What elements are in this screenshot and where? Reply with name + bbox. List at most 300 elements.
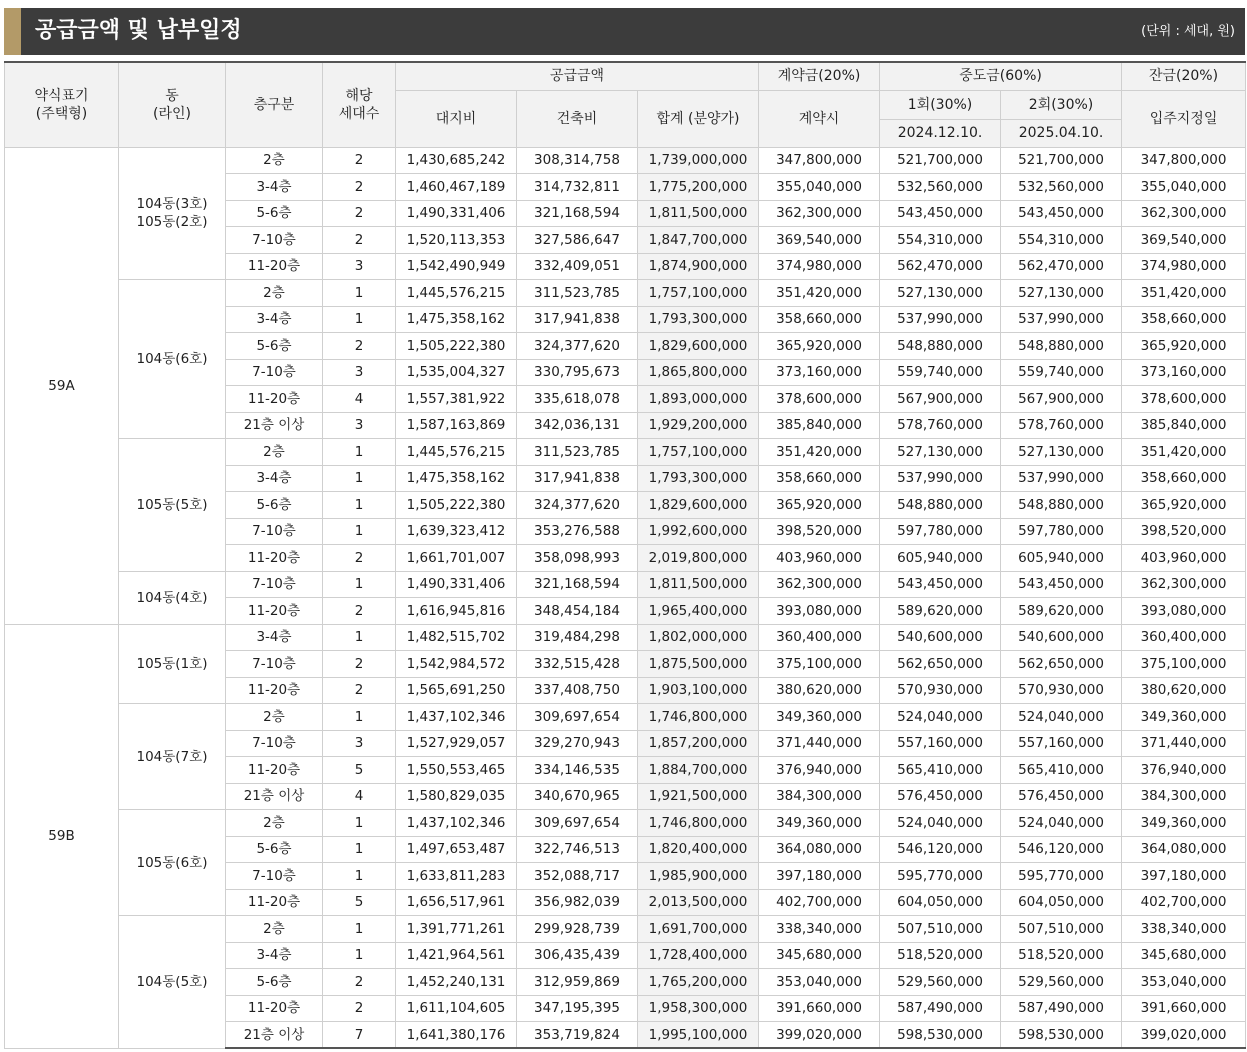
- dong-line: 105동(6호): [136, 854, 208, 871]
- land-cost-cell: 1,490,331,406: [396, 571, 517, 598]
- middle-1-cell: 507,510,000: [880, 916, 1001, 943]
- households-cell: 1: [323, 836, 396, 863]
- total-price-cell: 1,757,100,000: [638, 280, 759, 307]
- households-cell: 1: [323, 571, 396, 598]
- deposit-cell: 362,300,000: [759, 571, 880, 598]
- middle-2-cell: 554,310,000: [1001, 227, 1122, 254]
- land-cost-cell: 1,587,163,869: [396, 412, 517, 439]
- floor-cell: 2층: [226, 439, 323, 466]
- middle-2-cell: 524,040,000: [1001, 704, 1122, 731]
- building-cost-cell: 312,959,869: [517, 969, 638, 996]
- total-price-cell: 2,013,500,000: [638, 889, 759, 916]
- building-cost-cell: 348,454,184: [517, 598, 638, 625]
- dong-line: 105동(2호): [136, 214, 208, 231]
- land-cost-cell: 1,616,945,816: [396, 598, 517, 625]
- building-cost-cell: 324,377,620: [517, 492, 638, 519]
- households-cell: 4: [323, 386, 396, 413]
- middle-2-cell: 557,160,000: [1001, 730, 1122, 757]
- dong-line: 104동(6호): [136, 351, 208, 367]
- floor-cell: 7-10층: [226, 730, 323, 757]
- building-cost-cell: 319,484,298: [517, 624, 638, 651]
- deposit-cell: 376,940,000: [759, 757, 880, 784]
- middle-1-cell: 567,900,000: [880, 386, 1001, 413]
- households-cell: 2: [323, 200, 396, 227]
- table-row: [5, 624, 1246, 651]
- building-cost-cell: 330,795,673: [517, 359, 638, 386]
- balance-cell: 373,160,000: [1122, 359, 1246, 386]
- building-cost-cell: 353,276,588: [517, 518, 638, 545]
- middle-2-cell: 567,900,000: [1001, 386, 1122, 413]
- total-price-cell: 1,875,500,000: [638, 651, 759, 678]
- supply-price-table: [4, 61, 1246, 1049]
- balance-cell: 349,360,000: [1122, 810, 1246, 837]
- dong-cell: [119, 280, 226, 439]
- land-cost-cell: 1,542,490,949: [396, 253, 517, 280]
- middle-1-cell: 540,600,000: [880, 624, 1001, 651]
- middle-2-cell: 548,880,000: [1001, 333, 1122, 360]
- building-cost-cell: 317,941,838: [517, 465, 638, 492]
- deposit-cell: 391,660,000: [759, 995, 880, 1022]
- balance-cell: 362,300,000: [1122, 200, 1246, 227]
- building-cost-cell: 321,168,594: [517, 200, 638, 227]
- deposit-cell: 398,520,000: [759, 518, 880, 545]
- deposit-cell: 378,600,000: [759, 386, 880, 413]
- table-row: [5, 147, 1246, 174]
- deposit-cell: 365,920,000: [759, 492, 880, 519]
- land-cost-cell: 1,430,685,242: [396, 147, 517, 174]
- land-cost-cell: 1,437,102,346: [396, 810, 517, 837]
- land-cost-cell: 1,391,771,261: [396, 916, 517, 943]
- land-cost-cell: 1,445,576,215: [396, 439, 517, 466]
- middle-1-cell: 570,930,000: [880, 677, 1001, 704]
- balance-cell: 355,040,000: [1122, 174, 1246, 201]
- households-cell: 1: [323, 916, 396, 943]
- dong-line: 104동(7호): [136, 748, 208, 765]
- balance-cell: 378,600,000: [1122, 386, 1246, 413]
- land-cost-cell: 1,661,701,007: [396, 545, 517, 572]
- deposit-cell: 345,680,000: [759, 942, 880, 969]
- middle-1-cell: 562,470,000: [880, 253, 1001, 280]
- households-cell: 7: [323, 1022, 396, 1049]
- total-price-cell: 1,865,800,000: [638, 359, 759, 386]
- deposit-cell: 364,080,000: [759, 836, 880, 863]
- dong-cell: [119, 916, 226, 1049]
- households-cell: 5: [323, 757, 396, 784]
- balance-cell: 345,680,000: [1122, 942, 1246, 969]
- middle-2-cell: 537,990,000: [1001, 465, 1122, 492]
- balance-cell: 369,540,000: [1122, 227, 1246, 254]
- header-middle-payment: 중도금(60%): [880, 62, 1122, 90]
- middle-2-cell: 605,940,000: [1001, 545, 1122, 572]
- middle-1-cell: 578,760,000: [880, 412, 1001, 439]
- middle-1-cell: 548,880,000: [880, 492, 1001, 519]
- building-cost-cell: 322,746,513: [517, 836, 638, 863]
- balance-cell: 338,340,000: [1122, 916, 1246, 943]
- header-dong: 동 (라인): [119, 62, 226, 147]
- building-cost-cell: 306,435,439: [517, 942, 638, 969]
- dong-cell: [119, 624, 226, 704]
- header-middle-2: 2회(30%): [1001, 90, 1122, 119]
- dong-line: 105동(5호): [136, 496, 208, 513]
- total-price-cell: 2,019,800,000: [638, 545, 759, 572]
- land-cost-cell: 1,475,358,162: [396, 465, 517, 492]
- unit-type-cell: 59A: [5, 147, 119, 624]
- middle-1-cell: 554,310,000: [880, 227, 1001, 254]
- total-price-cell: 1,746,800,000: [638, 810, 759, 837]
- middle-1-cell: 595,770,000: [880, 863, 1001, 890]
- floor-cell: 2층: [226, 810, 323, 837]
- building-cost-cell: 356,982,039: [517, 889, 638, 916]
- land-cost-cell: 1,445,576,215: [396, 280, 517, 307]
- middle-1-cell: 537,990,000: [880, 306, 1001, 333]
- land-cost-cell: 1,460,467,189: [396, 174, 517, 201]
- building-cost-cell: 329,270,943: [517, 730, 638, 757]
- middle-1-cell: 529,560,000: [880, 969, 1001, 996]
- building-cost-cell: 340,670,965: [517, 783, 638, 810]
- floor-cell: 3-4층: [226, 306, 323, 333]
- header-land-cost: 대지비: [396, 90, 517, 147]
- floor-cell: 2층: [226, 147, 323, 174]
- middle-2-cell: 537,990,000: [1001, 306, 1122, 333]
- land-cost-cell: 1,656,517,961: [396, 889, 517, 916]
- total-price-cell: 1,757,100,000: [638, 439, 759, 466]
- land-cost-cell: 1,535,004,327: [396, 359, 517, 386]
- floor-cell: 11-20층: [226, 889, 323, 916]
- middle-2-cell: 578,760,000: [1001, 412, 1122, 439]
- total-price-cell: 1,811,500,000: [638, 571, 759, 598]
- header-middle-1-date: 2024.12.10.: [880, 119, 1001, 147]
- header-total-price: 합계 (분양가): [638, 90, 759, 147]
- middle-1-cell: 559,740,000: [880, 359, 1001, 386]
- building-cost-cell: 311,523,785: [517, 439, 638, 466]
- households-cell: 3: [323, 412, 396, 439]
- building-cost-cell: 308,314,758: [517, 147, 638, 174]
- total-price-cell: 1,992,600,000: [638, 518, 759, 545]
- middle-1-cell: 604,050,000: [880, 889, 1001, 916]
- total-price-cell: 1,847,700,000: [638, 227, 759, 254]
- middle-2-cell: 529,560,000: [1001, 969, 1122, 996]
- households-cell: 1: [323, 306, 396, 333]
- total-price-cell: 1,793,300,000: [638, 465, 759, 492]
- title-bar: [4, 8, 1245, 55]
- households-cell: 2: [323, 651, 396, 678]
- floor-cell: 11-20층: [226, 995, 323, 1022]
- balance-cell: 365,920,000: [1122, 492, 1246, 519]
- land-cost-cell: 1,580,829,035: [396, 783, 517, 810]
- middle-2-cell: 518,520,000: [1001, 942, 1122, 969]
- households-cell: 1: [323, 863, 396, 890]
- header-type: 약식표기 (주택형): [5, 62, 119, 147]
- floor-cell: 21층 이상: [226, 783, 323, 810]
- deposit-cell: 353,040,000: [759, 969, 880, 996]
- total-price-cell: 1,765,200,000: [638, 969, 759, 996]
- land-cost-cell: 1,490,331,406: [396, 200, 517, 227]
- deposit-cell: 347,800,000: [759, 147, 880, 174]
- deposit-cell: 375,100,000: [759, 651, 880, 678]
- middle-1-cell: 576,450,000: [880, 783, 1001, 810]
- households-cell: 1: [323, 492, 396, 519]
- total-price-cell: 1,739,000,000: [638, 147, 759, 174]
- building-cost-cell: 353,719,824: [517, 1022, 638, 1049]
- building-cost-cell: 332,515,428: [517, 651, 638, 678]
- households-cell: 1: [323, 439, 396, 466]
- dong-line: 105동(1호): [136, 655, 208, 672]
- middle-2-cell: 562,650,000: [1001, 651, 1122, 678]
- middle-2-cell: 570,930,000: [1001, 677, 1122, 704]
- land-cost-cell: 1,482,515,702: [396, 624, 517, 651]
- building-cost-cell: 332,409,051: [517, 253, 638, 280]
- land-cost-cell: 1,421,964,561: [396, 942, 517, 969]
- total-price-cell: 1,829,600,000: [638, 492, 759, 519]
- balance-cell: 358,660,000: [1122, 306, 1246, 333]
- land-cost-cell: 1,505,222,380: [396, 333, 517, 360]
- building-cost-cell: 342,036,131: [517, 412, 638, 439]
- middle-1-cell: 524,040,000: [880, 704, 1001, 731]
- table-row: [5, 810, 1246, 837]
- middle-2-cell: 543,450,000: [1001, 200, 1122, 227]
- header-deposit-when: 계약시: [759, 90, 880, 147]
- middle-1-cell: 518,520,000: [880, 942, 1001, 969]
- total-price-cell: 1,995,100,000: [638, 1022, 759, 1049]
- floor-cell: 11-20층: [226, 386, 323, 413]
- deposit-cell: 362,300,000: [759, 200, 880, 227]
- building-cost-cell: 358,098,993: [517, 545, 638, 572]
- balance-cell: 349,360,000: [1122, 704, 1246, 731]
- floor-cell: 7-10층: [226, 518, 323, 545]
- floor-cell: 11-20층: [226, 598, 323, 625]
- building-cost-cell: 337,408,750: [517, 677, 638, 704]
- middle-1-cell: 557,160,000: [880, 730, 1001, 757]
- total-price-cell: 1,728,400,000: [638, 942, 759, 969]
- building-cost-cell: 314,732,811: [517, 174, 638, 201]
- middle-2-cell: 598,530,000: [1001, 1022, 1122, 1049]
- building-cost-cell: 321,168,594: [517, 571, 638, 598]
- middle-2-cell: 576,450,000: [1001, 783, 1122, 810]
- dong-cell: [119, 439, 226, 572]
- floor-cell: 21층 이상: [226, 412, 323, 439]
- floor-cell: 7-10층: [226, 863, 323, 890]
- deposit-cell: 358,660,000: [759, 306, 880, 333]
- land-cost-cell: 1,639,323,412: [396, 518, 517, 545]
- land-cost-cell: 1,633,811,283: [396, 863, 517, 890]
- total-price-cell: 1,857,200,000: [638, 730, 759, 757]
- table-row: [5, 916, 1246, 943]
- floor-cell: 2층: [226, 280, 323, 307]
- land-cost-cell: 1,520,113,353: [396, 227, 517, 254]
- balance-cell: 384,300,000: [1122, 783, 1246, 810]
- table-row: [5, 280, 1246, 307]
- building-cost-cell: 352,088,717: [517, 863, 638, 890]
- total-price-cell: 1,775,200,000: [638, 174, 759, 201]
- households-cell: 1: [323, 624, 396, 651]
- floor-cell: 3-4층: [226, 174, 323, 201]
- balance-cell: 402,700,000: [1122, 889, 1246, 916]
- building-cost-cell: 334,146,535: [517, 757, 638, 784]
- floor-cell: 21층 이상: [226, 1022, 323, 1049]
- floor-cell: 5-6층: [226, 333, 323, 360]
- total-price-cell: 1,829,600,000: [638, 333, 759, 360]
- balance-cell: 391,660,000: [1122, 995, 1246, 1022]
- balance-cell: 360,400,000: [1122, 624, 1246, 651]
- middle-1-cell: 521,700,000: [880, 147, 1001, 174]
- middle-2-cell: 565,410,000: [1001, 757, 1122, 784]
- deposit-cell: 373,160,000: [759, 359, 880, 386]
- unit-type-cell: 59B: [5, 624, 119, 1048]
- deposit-cell: 351,420,000: [759, 280, 880, 307]
- middle-1-cell: 562,650,000: [880, 651, 1001, 678]
- households-cell: 2: [323, 333, 396, 360]
- households-cell: 3: [323, 730, 396, 757]
- households-cell: 2: [323, 677, 396, 704]
- middle-2-cell: 521,700,000: [1001, 147, 1122, 174]
- middle-1-cell: 532,560,000: [880, 174, 1001, 201]
- deposit-cell: 374,980,000: [759, 253, 880, 280]
- households-cell: 2: [323, 545, 396, 572]
- middle-2-cell: 527,130,000: [1001, 439, 1122, 466]
- balance-cell: 398,520,000: [1122, 518, 1246, 545]
- floor-cell: 3-4층: [226, 465, 323, 492]
- middle-1-cell: 527,130,000: [880, 439, 1001, 466]
- total-price-cell: 1,965,400,000: [638, 598, 759, 625]
- unit-note: (단위 : 세대, 원): [1141, 24, 1235, 39]
- middle-1-cell: 524,040,000: [880, 810, 1001, 837]
- households-cell: 2: [323, 598, 396, 625]
- balance-cell: 399,020,000: [1122, 1022, 1246, 1049]
- balance-cell: 403,960,000: [1122, 545, 1246, 572]
- households-cell: 1: [323, 704, 396, 731]
- building-cost-cell: 299,928,739: [517, 916, 638, 943]
- dong-line: 104동(5호): [136, 973, 208, 990]
- deposit-cell: 349,360,000: [759, 704, 880, 731]
- balance-cell: 393,080,000: [1122, 598, 1246, 625]
- land-cost-cell: 1,565,691,250: [396, 677, 517, 704]
- balance-cell: 397,180,000: [1122, 863, 1246, 890]
- floor-cell: 2층: [226, 916, 323, 943]
- households-cell: 2: [323, 227, 396, 254]
- middle-2-cell: 595,770,000: [1001, 863, 1122, 890]
- middle-2-cell: 562,470,000: [1001, 253, 1122, 280]
- floor-cell: 5-6층: [226, 200, 323, 227]
- middle-1-cell: 597,780,000: [880, 518, 1001, 545]
- land-cost-cell: 1,641,380,176: [396, 1022, 517, 1049]
- households-cell: 2: [323, 174, 396, 201]
- land-cost-cell: 1,505,222,380: [396, 492, 517, 519]
- households-cell: 3: [323, 359, 396, 386]
- middle-2-cell: 604,050,000: [1001, 889, 1122, 916]
- land-cost-cell: 1,452,240,131: [396, 969, 517, 996]
- total-price-cell: 1,820,400,000: [638, 836, 759, 863]
- header-middle-1: 1회(30%): [880, 90, 1001, 119]
- floor-cell: 11-20층: [226, 253, 323, 280]
- floor-cell: 7-10층: [226, 227, 323, 254]
- deposit-cell: 403,960,000: [759, 545, 880, 572]
- middle-2-cell: 532,560,000: [1001, 174, 1122, 201]
- floor-cell: 5-6층: [226, 492, 323, 519]
- land-cost-cell: 1,497,653,487: [396, 836, 517, 863]
- title-accent-bar: [4, 8, 21, 55]
- deposit-cell: 369,540,000: [759, 227, 880, 254]
- households-cell: 2: [323, 969, 396, 996]
- dong-cell: [119, 147, 226, 280]
- middle-1-cell: 589,620,000: [880, 598, 1001, 625]
- deposit-cell: 402,700,000: [759, 889, 880, 916]
- middle-1-cell: 546,120,000: [880, 836, 1001, 863]
- households-cell: 1: [323, 518, 396, 545]
- deposit-cell: 397,180,000: [759, 863, 880, 890]
- balance-cell: 376,940,000: [1122, 757, 1246, 784]
- deposit-cell: 360,400,000: [759, 624, 880, 651]
- table-row: [5, 704, 1246, 731]
- total-price-cell: 1,893,000,000: [638, 386, 759, 413]
- total-price-cell: 1,958,300,000: [638, 995, 759, 1022]
- deposit-cell: 371,440,000: [759, 730, 880, 757]
- dong-line: 104동(3호): [136, 196, 208, 213]
- households-cell: 2: [323, 995, 396, 1022]
- middle-1-cell: 598,530,000: [880, 1022, 1001, 1049]
- table-row: [5, 439, 1246, 466]
- building-cost-cell: 324,377,620: [517, 333, 638, 360]
- middle-1-cell: 527,130,000: [880, 280, 1001, 307]
- middle-2-cell: 507,510,000: [1001, 916, 1122, 943]
- floor-cell: 11-20층: [226, 545, 323, 572]
- land-cost-cell: 1,611,104,605: [396, 995, 517, 1022]
- total-price-cell: 1,793,300,000: [638, 306, 759, 333]
- households-cell: 5: [323, 889, 396, 916]
- building-cost-cell: 347,195,395: [517, 995, 638, 1022]
- middle-1-cell: 565,410,000: [880, 757, 1001, 784]
- balance-cell: 353,040,000: [1122, 969, 1246, 996]
- middle-2-cell: 543,450,000: [1001, 571, 1122, 598]
- balance-cell: 365,920,000: [1122, 333, 1246, 360]
- balance-cell: 347,800,000: [1122, 147, 1246, 174]
- header-floor: 층구분: [226, 62, 323, 147]
- balance-cell: 358,660,000: [1122, 465, 1246, 492]
- dong-cell: [119, 571, 226, 624]
- middle-1-cell: 587,490,000: [880, 995, 1001, 1022]
- header-building-cost: 건축비: [517, 90, 638, 147]
- land-cost-cell: 1,557,381,922: [396, 386, 517, 413]
- land-cost-cell: 1,475,358,162: [396, 306, 517, 333]
- middle-2-cell: 597,780,000: [1001, 518, 1122, 545]
- floor-cell: 7-10층: [226, 571, 323, 598]
- total-price-cell: 1,746,800,000: [638, 704, 759, 731]
- land-cost-cell: 1,527,929,057: [396, 730, 517, 757]
- floor-cell: 11-20층: [226, 757, 323, 784]
- building-cost-cell: 335,618,078: [517, 386, 638, 413]
- header-households: 해당 세대수: [323, 62, 396, 147]
- middle-2-cell: 548,880,000: [1001, 492, 1122, 519]
- total-price-cell: 1,929,200,000: [638, 412, 759, 439]
- balance-cell: 371,440,000: [1122, 730, 1246, 757]
- total-price-cell: 1,811,500,000: [638, 200, 759, 227]
- deposit-cell: 355,040,000: [759, 174, 880, 201]
- deposit-cell: 365,920,000: [759, 333, 880, 360]
- middle-2-cell: 559,740,000: [1001, 359, 1122, 386]
- balance-cell: 385,840,000: [1122, 412, 1246, 439]
- page-title: 공급금액 및 납부일정: [35, 18, 242, 43]
- table-body: [5, 147, 1246, 1048]
- total-price-cell: 1,802,000,000: [638, 624, 759, 651]
- deposit-cell: 349,360,000: [759, 810, 880, 837]
- header-middle-2-date: 2025.04.10.: [1001, 119, 1122, 147]
- land-cost-cell: 1,542,984,572: [396, 651, 517, 678]
- middle-2-cell: 587,490,000: [1001, 995, 1122, 1022]
- deposit-cell: 385,840,000: [759, 412, 880, 439]
- floor-cell: 11-20층: [226, 677, 323, 704]
- households-cell: 2: [323, 147, 396, 174]
- balance-cell: 351,420,000: [1122, 280, 1246, 307]
- households-cell: 1: [323, 280, 396, 307]
